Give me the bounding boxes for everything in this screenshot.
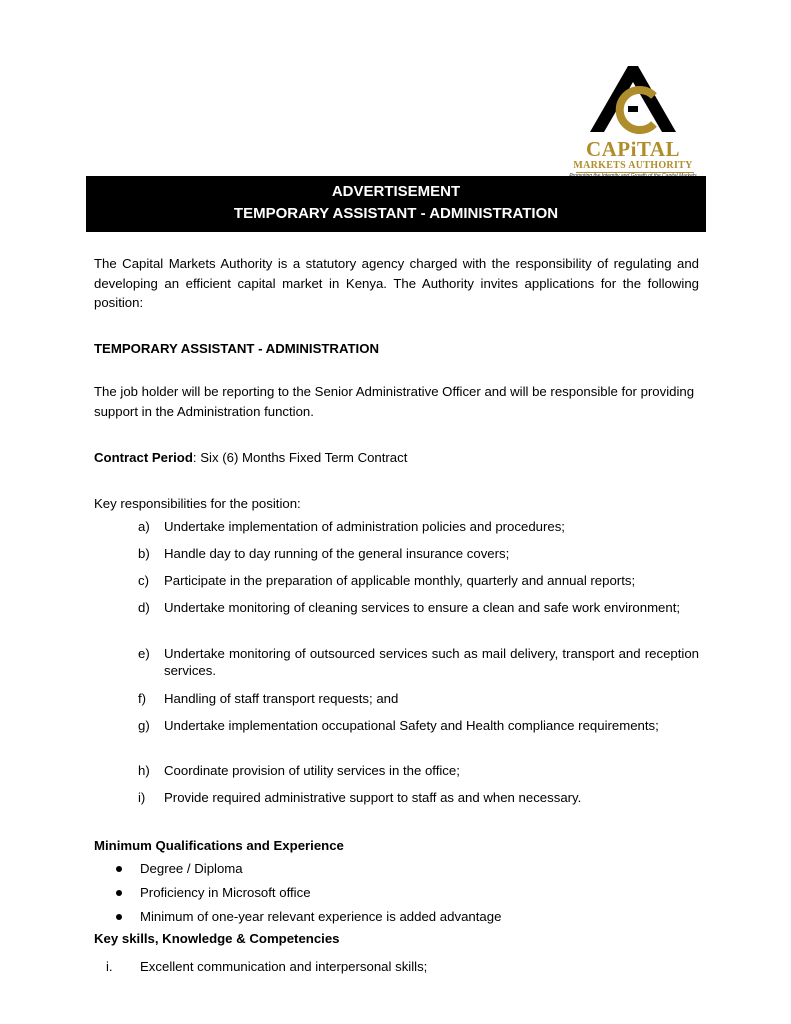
list-marker: g) xyxy=(138,718,150,733)
list-item-text: Handling of staff transport requests; and xyxy=(164,691,399,706)
list-item-text: Undertake implementation occupational Safety and Health compliance requirements; xyxy=(164,718,659,733)
list-item-text: Undertake monitoring of outsourced services such as mail delivery, transport and reception services. xyxy=(164,646,699,678)
list-marker: e) xyxy=(138,646,150,661)
list-item-text: Coordinate provision of utility services in the office; xyxy=(164,763,460,778)
list-item xyxy=(116,860,243,877)
list-item-text: Proficiency in Microsoft office xyxy=(140,885,311,900)
contract-value: : Six (6) Months Fixed Term Contract xyxy=(192,450,408,465)
reporting-paragraph: The job holder will be reporting to the Senior Administrative Officer and will be responsible for providing support in the Administration function. xyxy=(94,384,695,419)
list-marker: a) xyxy=(138,519,150,534)
list-item xyxy=(138,789,699,806)
list-item xyxy=(116,908,501,925)
responsibilities-heading: Key responsibilities for the position: xyxy=(94,496,301,511)
skills-heading: Key skills, Knowledge & Competencies xyxy=(94,931,340,946)
list-item xyxy=(138,599,699,616)
contract-label: Contract Period xyxy=(94,450,193,465)
bullet-icon xyxy=(116,890,122,896)
contract-period xyxy=(94,448,699,468)
list-item-text: Excellent communication and interpersonal skills; xyxy=(140,959,428,974)
cma-logo xyxy=(558,66,708,180)
position-title: TEMPORARY ASSISTANT - ADMINISTRATION xyxy=(94,341,379,356)
list-marker: h) xyxy=(138,763,150,778)
intro-paragraph: The Capital Markets Authority is a statutory agency charged with the responsibility of regulating and developing an efficient capital market in Kenya. The Authority invites applications for the following position: xyxy=(94,256,699,310)
list-item xyxy=(138,762,699,779)
list-item-text: Handle day to day running of the general insurance covers; xyxy=(164,546,510,561)
advert-banner xyxy=(86,176,706,232)
list-item-text: Minimum of one-year relevant experience is added advantage xyxy=(140,909,502,924)
banner-position: TEMPORARY ASSISTANT - ADMINISTRATION xyxy=(233,205,559,222)
list-item xyxy=(138,518,699,535)
list-item-text: Undertake monitoring of cleaning services to ensure a clean and safe work environment; xyxy=(164,600,681,615)
bullet-icon xyxy=(116,914,122,920)
list-item-text: Provide required administrative support to staff as and when necessary. xyxy=(164,790,582,805)
list-item xyxy=(138,545,699,562)
list-marker: b) xyxy=(138,546,150,561)
list-marker: d) xyxy=(138,600,150,615)
list-item xyxy=(106,958,427,975)
logo-emblem-icon xyxy=(558,66,708,146)
qualifications-heading: Minimum Qualifications and Experience xyxy=(94,838,344,853)
list-marker: c) xyxy=(138,573,149,588)
list-item xyxy=(138,645,699,679)
list-item xyxy=(138,690,699,707)
list-marker: f) xyxy=(138,691,147,706)
bullet-icon xyxy=(116,866,122,872)
list-item-text: Participate in the preparation of applicable monthly, quarterly and annual reports; xyxy=(164,573,636,588)
list-marker: i. xyxy=(106,959,113,974)
logo-name: CAPiTAL xyxy=(585,137,681,161)
list-marker: i) xyxy=(138,790,146,805)
list-item-text: Undertake implementation of administration policies and procedures; xyxy=(164,519,565,534)
list-item xyxy=(138,572,699,589)
list-item xyxy=(138,717,699,734)
list-item-text: Degree / Diploma xyxy=(140,861,243,876)
list-item xyxy=(116,884,311,901)
logo-subtitle: MARKETS AUTHORITY xyxy=(573,160,693,171)
banner-title: ADVERTISEMENT xyxy=(331,183,461,200)
